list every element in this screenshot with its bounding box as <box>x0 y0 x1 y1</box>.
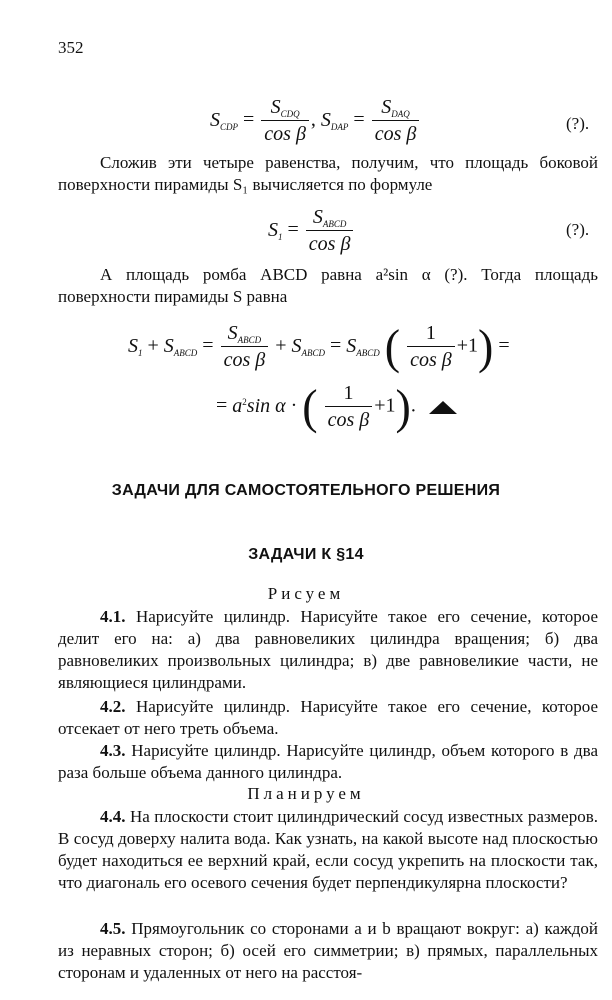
eq3-inner-fraction <box>407 322 455 372</box>
eq2-den: cos β <box>308 233 351 255</box>
eq1-den1: cos β <box>264 123 306 145</box>
eq1-den2: cos β <box>374 123 417 145</box>
eq3-sabcd-2: S <box>291 334 302 357</box>
problem-4-2 <box>58 696 598 740</box>
end-of-solution-triangle-icon <box>429 401 457 414</box>
eq4-one: 1 <box>325 382 373 407</box>
problem-text: Прямоугольник со сторонами a и b вращают вокруг: а) каждой из неравных сторон; б) осей его симметрии; в) прямых, параллельных сторонам и удаленных от него на расстоя- <box>58 919 598 982</box>
eq1-lhs1-sub: CDP <box>220 121 238 132</box>
eq3-inner-one: 1 <box>407 322 455 347</box>
eq3-s1: S <box>128 334 138 357</box>
problem-text: Нарисуйте цилиндр. Нарисуйте такое его сечение, которое отсекает от него треть объема. <box>58 697 599 738</box>
eq4-den: cos β <box>327 409 370 431</box>
eq4-a-sup: 2 <box>242 396 247 407</box>
eq2-lhs: S <box>268 218 278 241</box>
eq1-fraction-2 <box>372 96 420 146</box>
heading-self-study: ЗАДАЧИ ДЛЯ САМОСТОЯТЕЛЬНОГО РЕШЕНИЯ <box>111 482 501 499</box>
problem-number: 4.5. <box>100 919 126 938</box>
eq2-tag: (?). <box>566 220 590 239</box>
eq3-frac-den: cos β <box>223 349 266 371</box>
eq3-equals-3: = <box>498 334 510 357</box>
page-number: 352 <box>58 38 84 57</box>
equation-2: $S_1$ = $\frac{S_{ABCD}}{\text{cos β}}$ <box>268 206 355 256</box>
eq1-fraction-1 <box>261 96 309 146</box>
eq1-num1: S <box>270 96 281 118</box>
problem-number: 4.4. <box>100 807 126 826</box>
section-title-plan: Планируем <box>247 784 365 803</box>
eq4-a: a <box>232 394 243 417</box>
eq1-tag: (?). <box>566 114 590 133</box>
eq3-sabcd: S <box>163 334 174 357</box>
problem-4-5 <box>58 918 598 984</box>
equation-4: = $a^2\sin$ α · ( $\frac{1}{\text{cos β}}$ +1). <box>216 382 457 432</box>
eq3-s1-sub: 1 <box>138 347 143 358</box>
equation-3: $S_1 + S_{ABCD}$ = $\frac{S_{ABCD}}{\text{cos β}}$ + $S_{ABCD} = S_{ABCD}$ ( $\frac{1}{\text{cos β}}$ +1) = <box>128 319 510 374</box>
eq3-sabcd-sub-2: ABCD <box>301 347 325 358</box>
eq2-fraction <box>306 206 354 256</box>
eq4-plus-one: +1 <box>374 394 396 417</box>
eq3-frac-num-sub: ABCD <box>237 335 262 345</box>
eq4-dot: · <box>290 394 298 417</box>
eq3-equals-1: = <box>202 334 214 357</box>
eq3-sabcd-sub-3: ABCD <box>356 347 380 358</box>
eq3-plus-2: + <box>275 334 287 357</box>
eq2-lhs-sub: 1 <box>278 231 283 242</box>
eq3-plus-one: +1 <box>456 334 478 357</box>
eq3-plus: + <box>147 334 159 357</box>
problem-number: 4.1. <box>100 607 126 626</box>
eq2-num: S <box>312 206 323 228</box>
heading-section-14: ЗАДАЧИ К §14 <box>248 546 364 563</box>
eq1-num2: S <box>381 96 392 118</box>
eq1-lhs2-sub: DAP <box>330 121 349 132</box>
problem-4-1 <box>58 606 598 694</box>
eq4-period: . <box>410 394 416 417</box>
eq1-lhs1: S <box>210 108 220 131</box>
eq3-frac-num: S <box>227 322 238 344</box>
problem-text: Нарисуйте цилиндр. Нарисуйте цилиндр, объем которого в два раза больше объема данного цилиндра. <box>58 741 599 782</box>
problem-number: 4.2. <box>100 697 126 716</box>
eq3-equals-2: = <box>329 334 342 357</box>
eq1-num1-sub: CDQ <box>280 109 300 119</box>
eq1-num2-sub: DAQ <box>391 109 410 119</box>
eq1-lhs2: S <box>320 108 331 131</box>
eq1-comma: , <box>310 108 316 131</box>
eq3-inner-den: cos β <box>410 349 452 371</box>
paragraph-2: А площадь ромба ABCD равна a²sin α (?). Тогда площадь поверхности пирамиды S равна <box>58 265 598 306</box>
problem-text: Нарисуйте цилиндр. Нарисуйте такое его сечение, которое делит его на: а) два равновеликих цилиндра вращения; б) два равновеликих произвольных цилиндра; в) две равновеликие части, не являющиеся цилиндрами. <box>58 607 599 692</box>
problem-number: 4.3. <box>100 741 126 760</box>
eq4-fraction <box>325 382 373 432</box>
problem-4-3 <box>58 740 598 784</box>
paragraph-1: Сложив эти четыре равенства, получим, что площадь боковой поверхности пирамиды S₁ вычисляется по формуле <box>58 153 598 194</box>
eq2-num-sub: ABCD <box>322 219 347 229</box>
problem-4-4 <box>58 806 598 894</box>
section-title-draw: Рисуем <box>267 584 345 603</box>
equation-1: $S_{CDP}$ = $\frac{S_{CDQ}}{\text{cos β}}$ , $S_{DAP}$ = $\frac{S_{DAQ}}{\text{cos β}}$ <box>210 96 421 146</box>
eq3-fraction <box>221 322 269 372</box>
problem-text: На плоскости стоит цилиндрический сосуд известных размеров. В сосуд доверху налита вода. Как узнать, на какой высоте над плоскостью будет находиться ее верхний край, если сосуд укрепить на плоскости так, что диагональ его осевого сечения будет перпендикулярна плоскости? <box>58 807 598 892</box>
eq4-sin: sin α <box>246 394 286 417</box>
eq3-sabcd-3: S <box>346 334 357 357</box>
eq3-sabcd-sub: ABCD <box>173 347 198 358</box>
